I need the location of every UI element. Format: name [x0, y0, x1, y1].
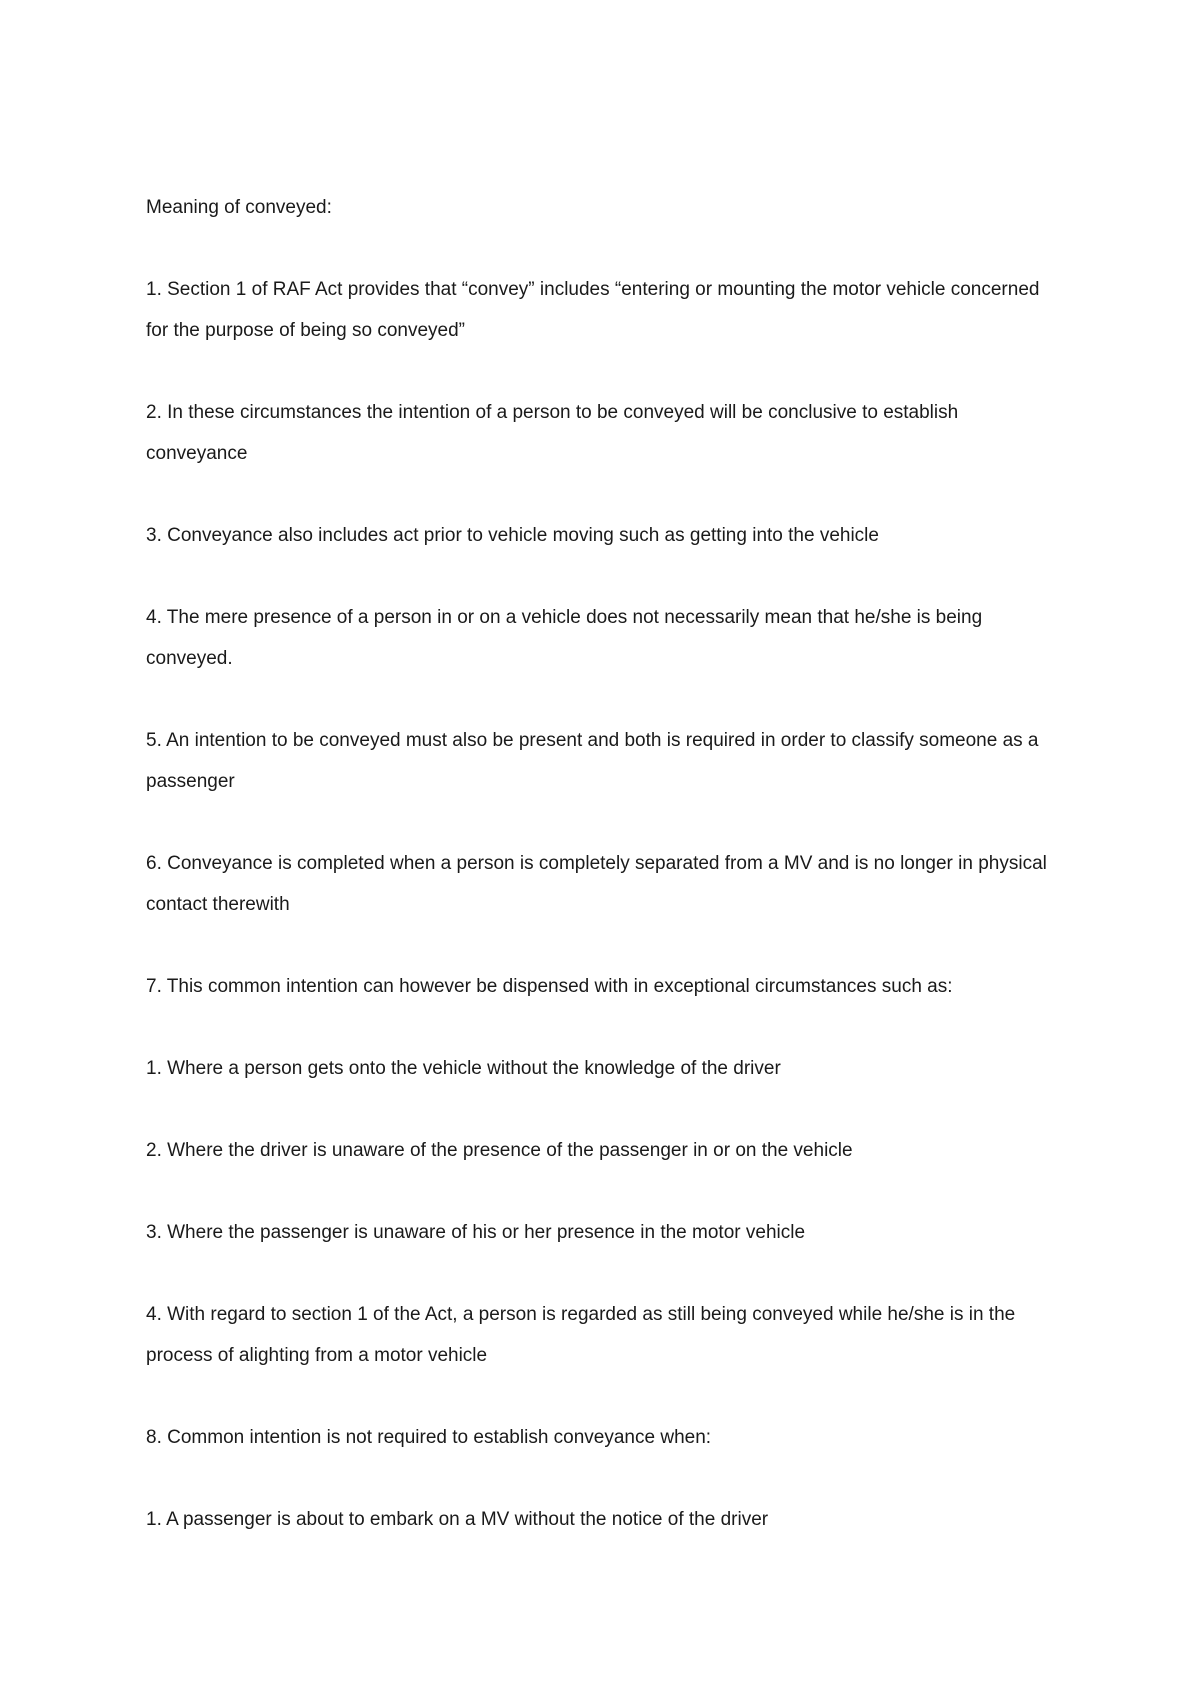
- paragraph: 1. Section 1 of RAF Act provides that “convey” includes “entering or mounting the motor vehicle concerned for the purpose of being so conveyed”: [146, 279, 1040, 341]
- paragraph: 2. Where the driver is unaware of the presence of the passenger in or on the vehicle: [146, 1140, 853, 1161]
- paragraph: 7. This common intention can however be dispensed with in exceptional circumstances such as:: [146, 976, 953, 997]
- paragraph: 3. Where the passenger is unaware of his or her presence in the motor vehicle: [146, 1222, 806, 1243]
- paragraph: 1. A passenger is about to embark on a MV without the notice of the driver: [146, 1509, 769, 1530]
- paragraph: 8. Common intention is not required to establish conveyance when:: [146, 1427, 712, 1448]
- paragraph: 3. Conveyance also includes act prior to vehicle moving such as getting into the vehicle: [146, 525, 879, 546]
- paragraph: 1. Where a person gets onto the vehicle without the knowledge of the driver: [146, 1058, 781, 1079]
- document-body: [146, 187, 1056, 1581]
- paragraph: 4. The mere presence of a person in or on a vehicle does not necessarily mean that he/she is being conveyed.: [146, 607, 983, 669]
- paragraph: 5. An intention to be conveyed must also be present and both is required in order to classify someone as a passenger: [146, 730, 1039, 792]
- paragraph: 4. With regard to section 1 of the Act, a person is regarded as still being conveyed while he/she is in the process of alighting from a motor vehicle: [146, 1304, 1016, 1366]
- paragraph: 6. Conveyance is completed when a person is completely separated from a MV and is no longer in physical contact therewith: [146, 853, 1047, 915]
- paragraph: 2. In these circumstances the intention of a person to be conveyed will be conclusive to establish conveyance: [146, 402, 959, 464]
- document-heading: Meaning of conveyed:: [146, 197, 332, 218]
